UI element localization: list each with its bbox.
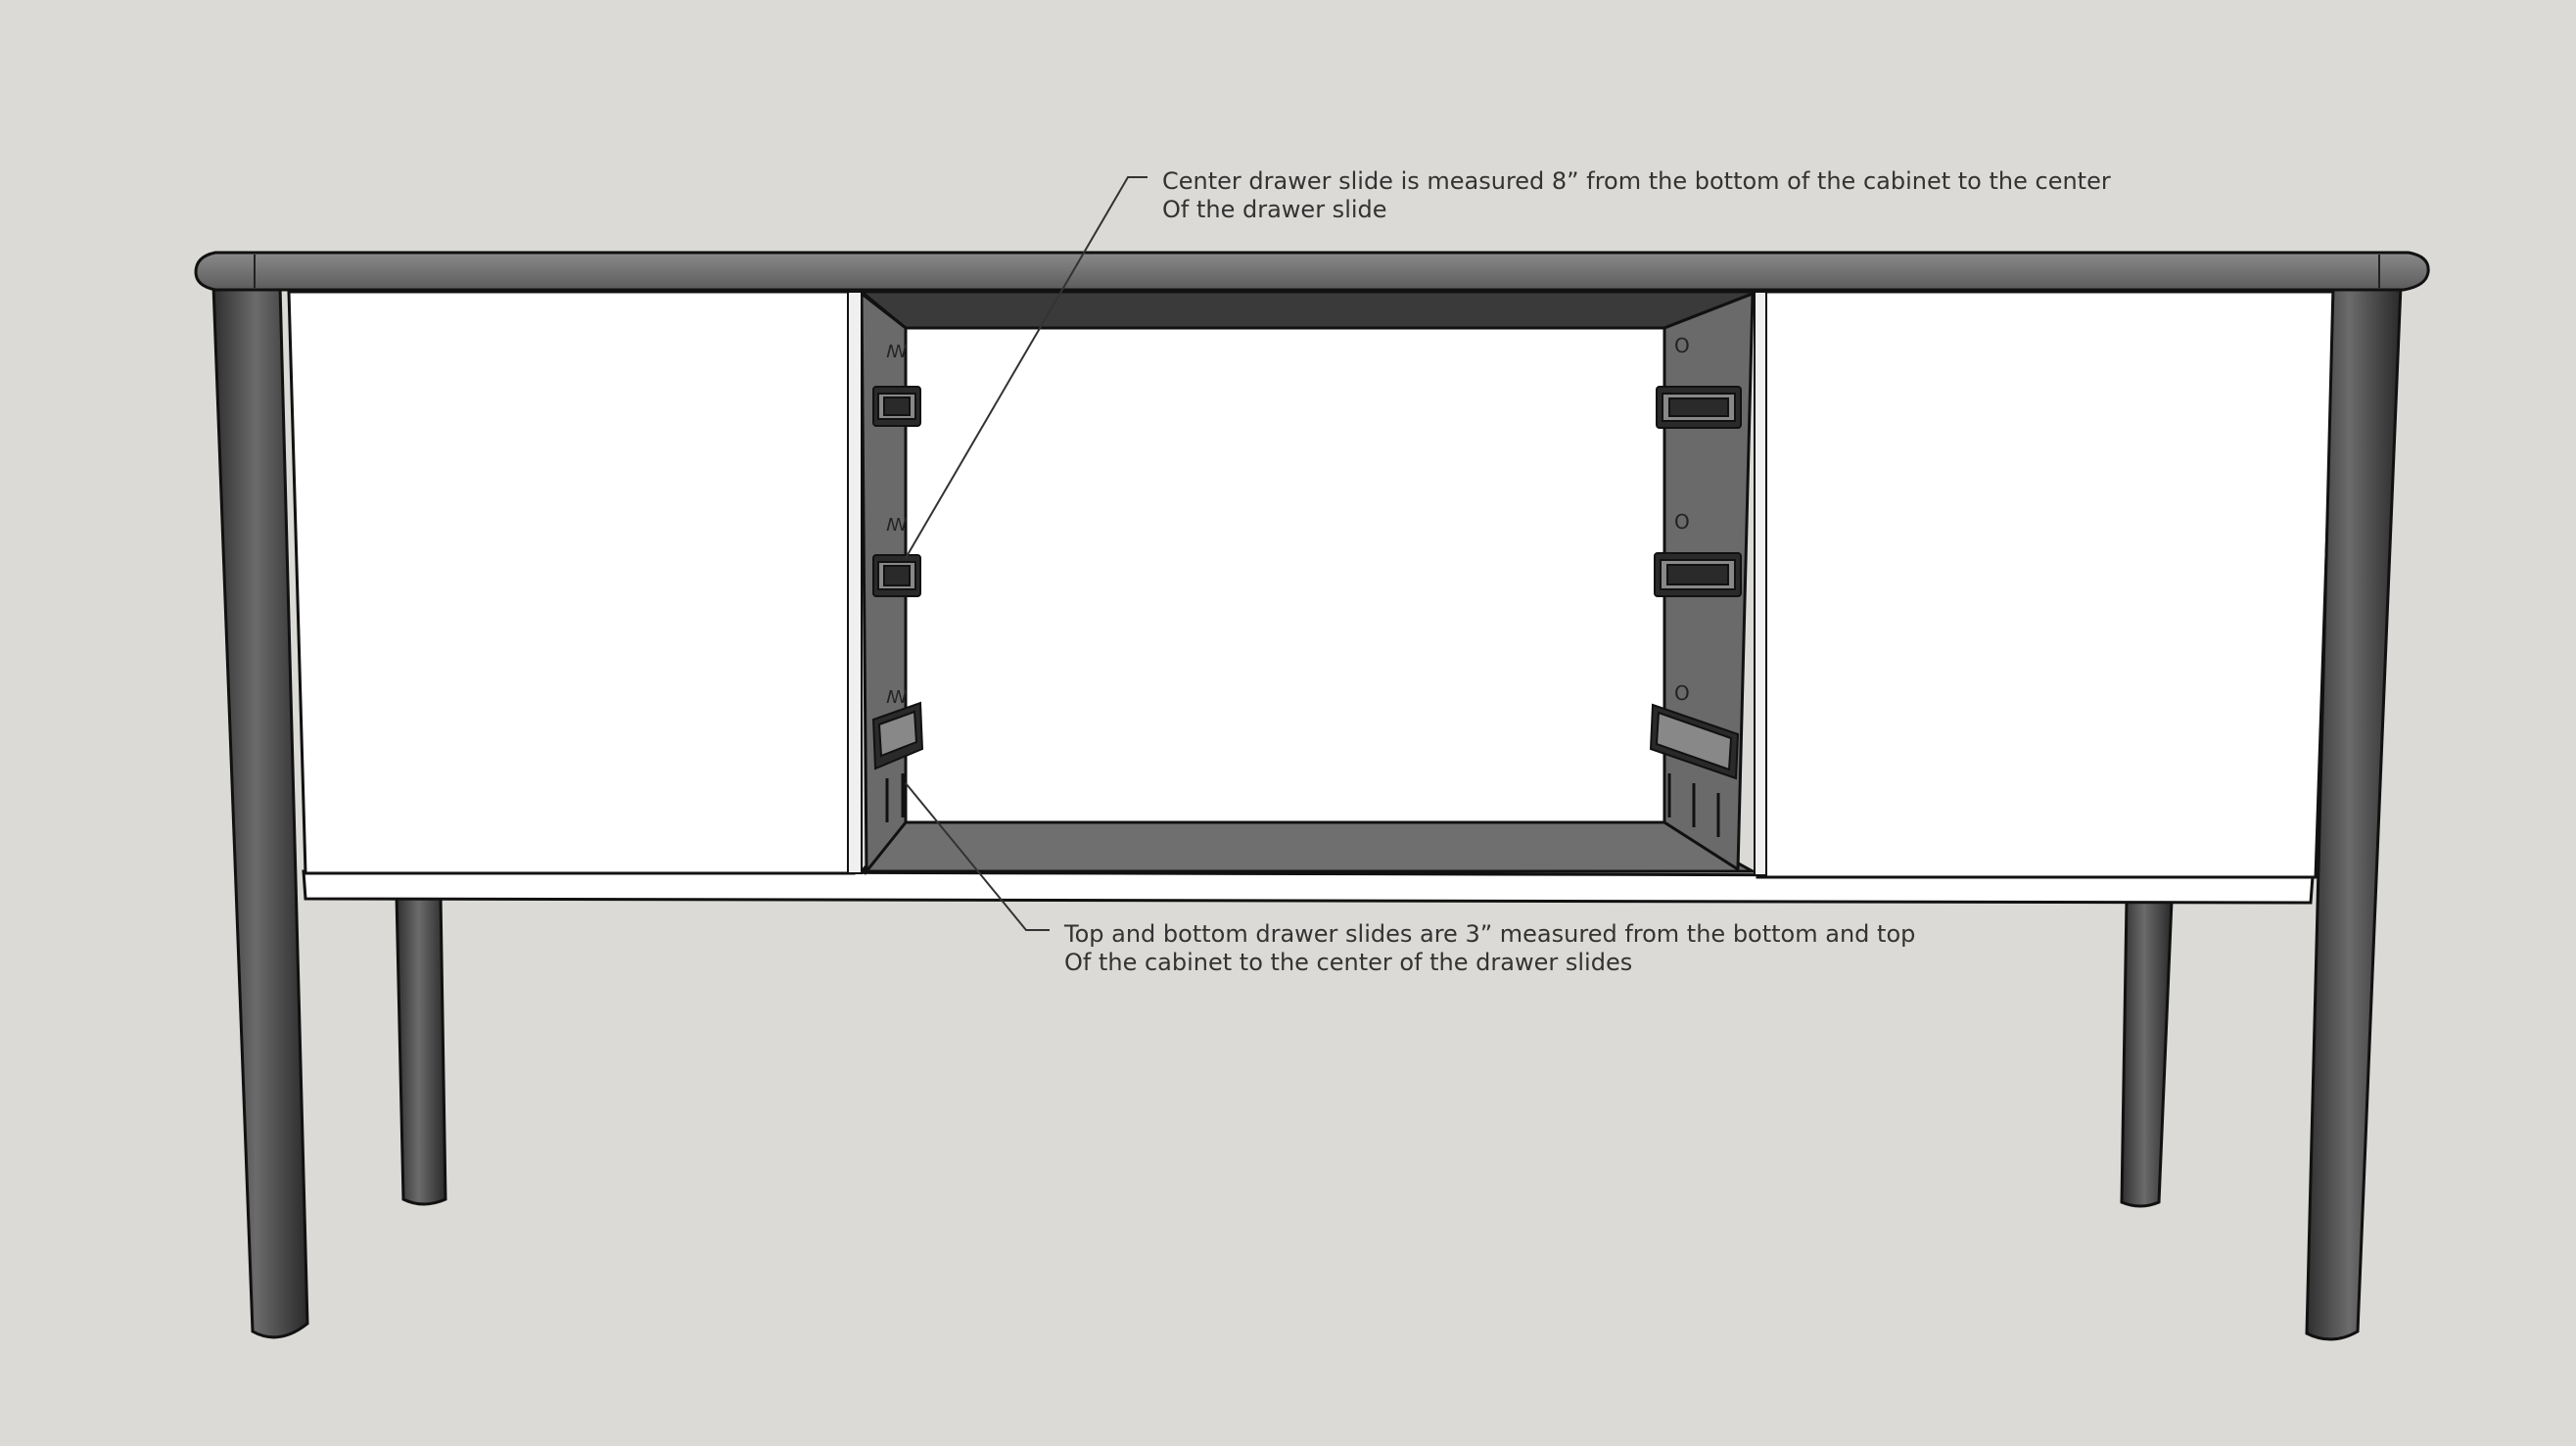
inside-top-face	[862, 292, 1757, 328]
center-callout-line1: Center drawer slide is measured 8” from the bottom of the cabinet to the center	[1162, 167, 2111, 195]
right-side-panel	[1757, 292, 2335, 877]
svg-text:O: O	[1674, 334, 1690, 357]
center-callout-line2: Of the drawer slide	[1162, 196, 1387, 223]
svg-text:ꟿ: ꟿ	[886, 515, 908, 536]
left-side-panel	[289, 292, 854, 873]
outer-callout-line2: Of the cabinet to the center of the drawer slides	[1064, 949, 1633, 976]
left-drawer-slides	[873, 342, 922, 822]
right-divider-edge	[1755, 292, 1766, 875]
svg-text:O: O	[1674, 681, 1690, 705]
left-divider-edge	[848, 292, 862, 873]
svg-text:ꟿ: ꟿ	[886, 342, 908, 362]
svg-text:ꟿ: ꟿ	[886, 687, 908, 708]
back-panel	[906, 325, 1664, 824]
tabletop	[196, 253, 2428, 290]
rear-left-leg	[397, 896, 445, 1204]
outer-callout-line1: Top and bottom drawer slides are 3” measured from the bottom and top	[1064, 920, 1916, 948]
svg-text:O: O	[1674, 510, 1690, 534]
inside-bottom-face	[862, 822, 1753, 871]
